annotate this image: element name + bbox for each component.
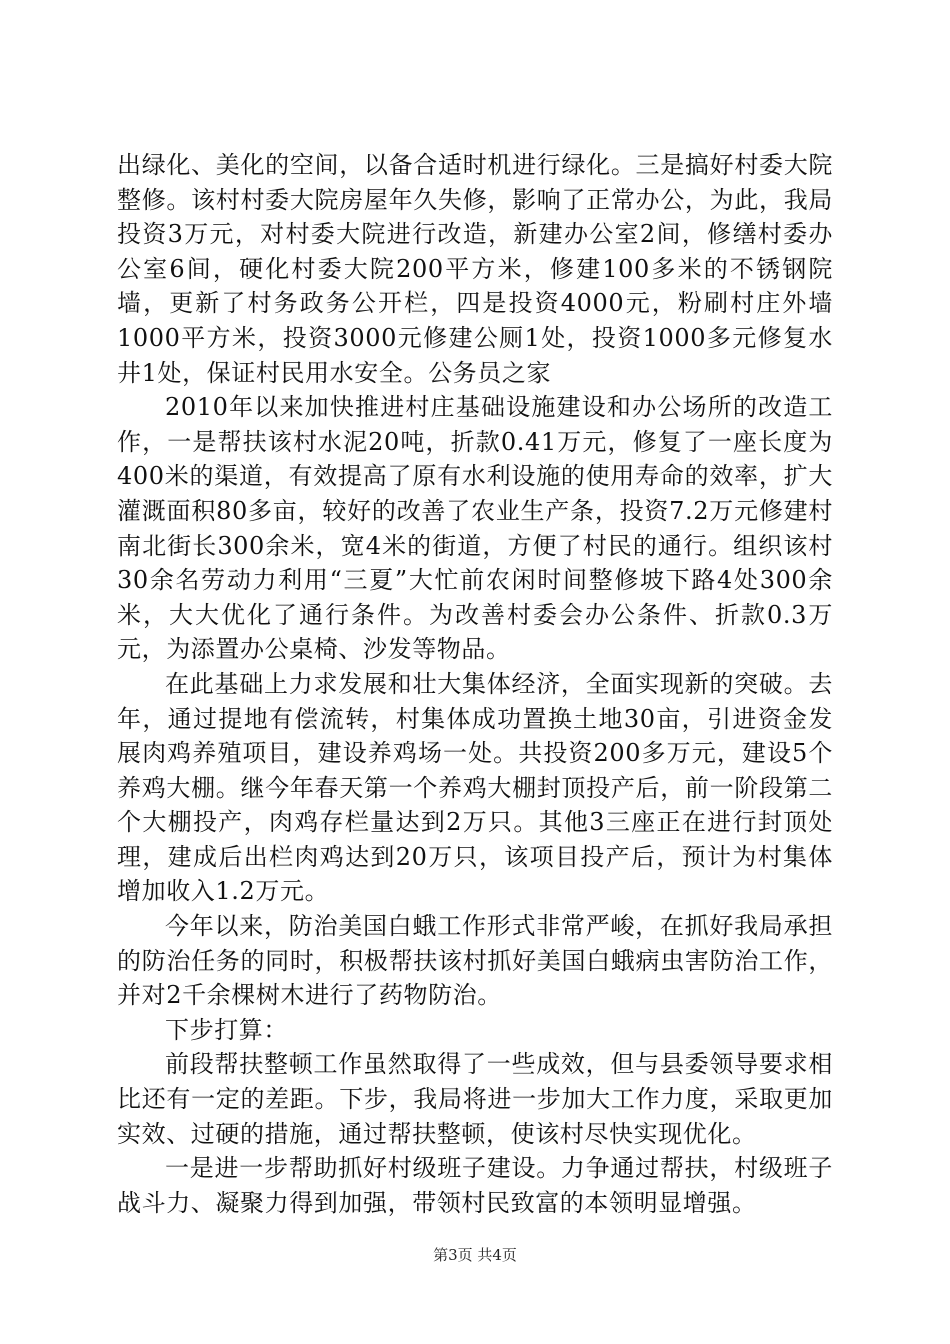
paragraph-team-building: 一是进一步帮助抓好村级班子建设。力争通过帮扶，村级班子战斗力、凝聚力得到加强，带领村民致富的本领明显增强。 <box>117 1154 833 1217</box>
paragraph-next-steps-heading: 下步打算： <box>165 1015 288 1044</box>
page-number-footer: 第3页 共4页 <box>433 1246 517 1264</box>
paragraph-collective-economy: 在此基础上力求发展和壮大集体经济，全面实现新的突破。去年，通过提地有偿流转，村集体成功置换土地30亩，引进资金发展肉鸡养殖项目，建设养鸡场一处。共投资200多万元，建设5个养鸡大棚。继今年春天第一个养鸡大棚封顶投产后，前一阶段第二个大棚投产，肉鸡存栏量达到2万只。其他3三座正在进行封顶处理，建成后出栏肉鸡达到20万只，该项目投产后，预计为村集体增加收入1.2万元。 <box>117 669 833 906</box>
paragraph-continuation: 出绿化、美化的空间，以备合适时机进行绿化。三是搞好村委大院整修。该村村委大院房屋年久失修，影响了正常办公，为此，我局投资3万元，对村委大院进行改造，新建办公室2间，修缮村委办公室6间，硬化村委大院200平方米，修建100多米的不锈钢院墙，更新了村务政务公开栏，四是投资4000元，粉刷村庄外墙1000平方米，投资3000元修建公厕1处，投资1000多元修复水井1处，保证村民用水安全。公务员之家 <box>117 151 833 387</box>
paragraph-pest-control: 今年以来，防治美国白蛾工作形式非常严峻，在抓好我局承担的防治任务的同时，积极帮扶该村抓好美国白蛾病虫害防治工作，并对2千余棵树木进行了药物防治。 <box>117 912 833 1010</box>
paragraph-infrastructure: 2010年以来加快推进村庄基础设施建设和办公场所的改造工作，一是帮扶该村水泥20吨，折款0.41万元，修复了一座长度为400米的渠道，有效提高了原有水利设施的使用寿命的效率，扩大灌溉面积80多亩，较好的改善了农业生产条，投资7.2万元修建村南北街长300余米，宽4米的街道，方便了村民的通行。组织该村30余名劳动力利用“三夏”大忙前农闲时间整修坡下路4处300余米，大大优化了通行条件。为改善村委会办公条件、折款0.3万元，为添置办公桌椅、沙发等物品。 <box>117 393 833 664</box>
paragraph-next-steps-summary: 前段帮扶整顿工作虽然取得了一些成效，但与县委领导要求相比还有一定的差距。下步，我局将进一步加大工作力度，采取更加实效、过硬的措施，通过帮扶整顿，使该村尽快实现优化。 <box>117 1050 833 1148</box>
document-body <box>117 148 833 1220</box>
